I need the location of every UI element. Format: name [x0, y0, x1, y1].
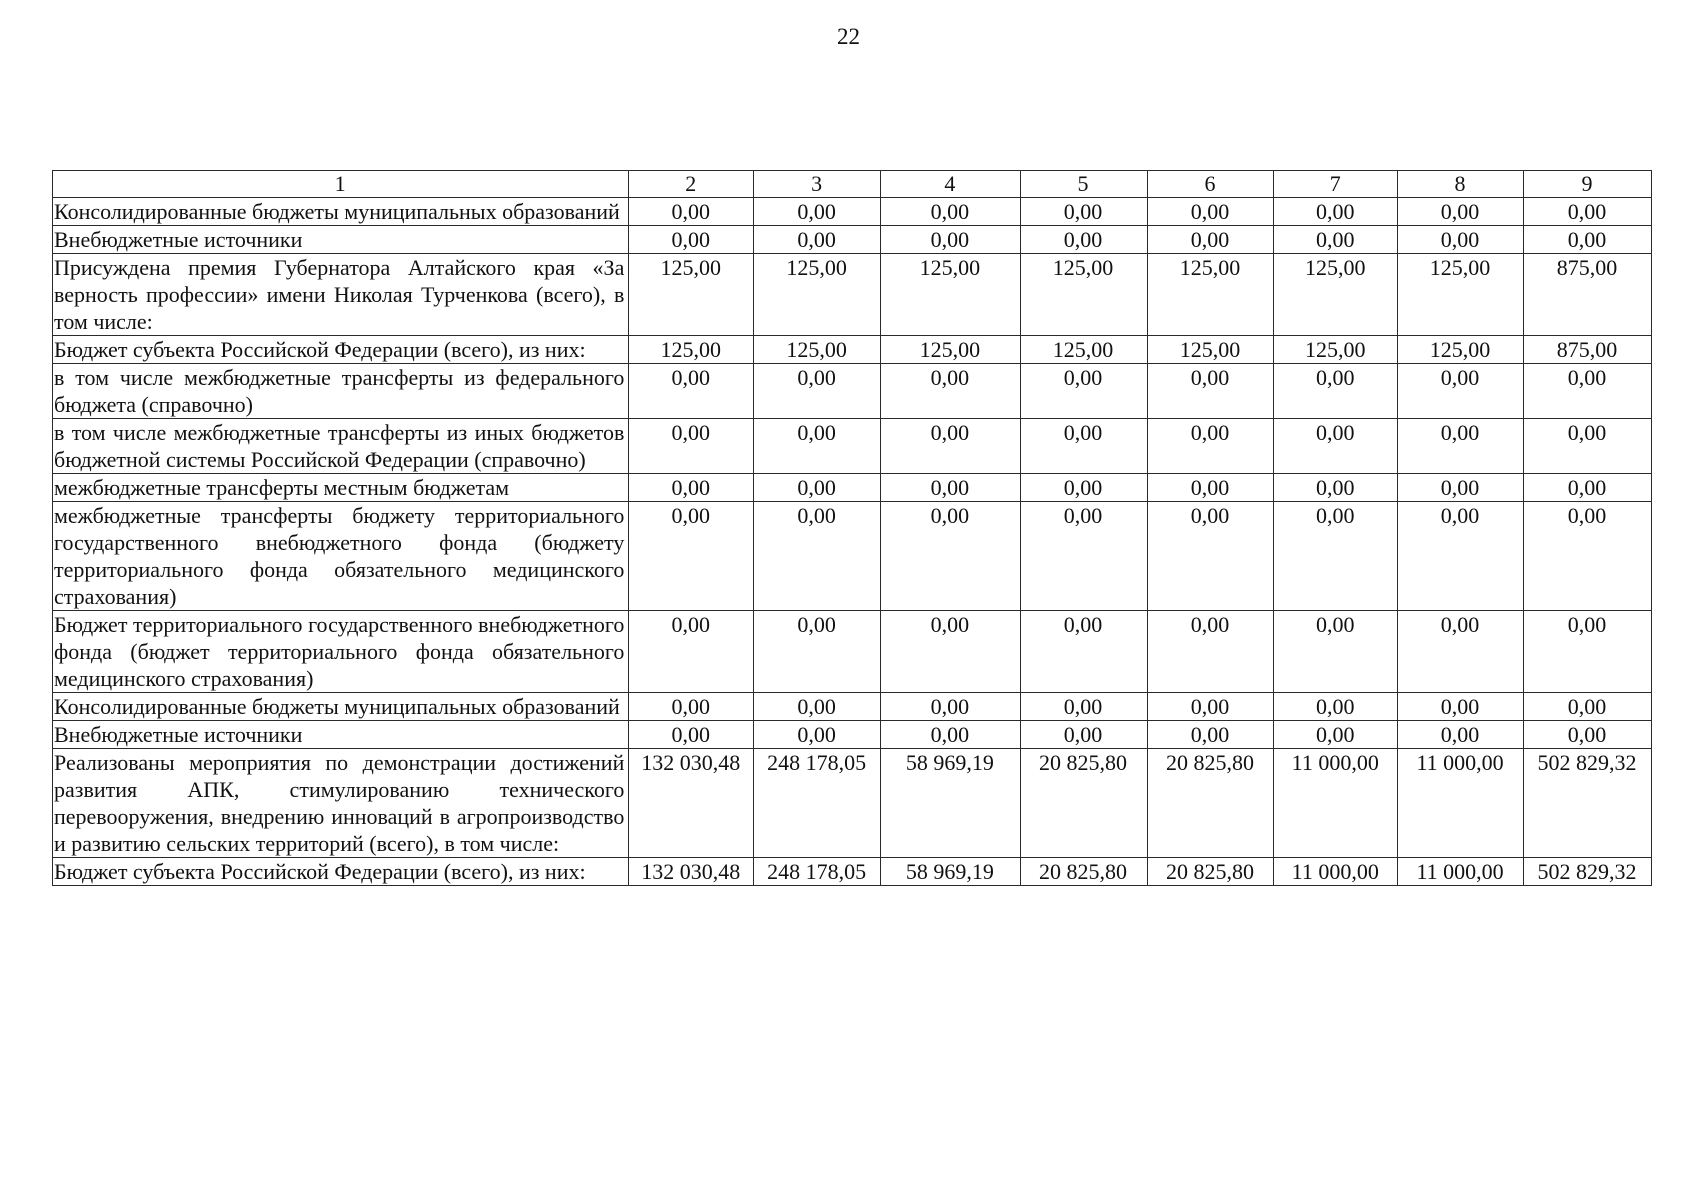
value-cell: 0,00: [1020, 693, 1147, 721]
header-row: [53, 171, 1652, 198]
value-cell: 125,00: [1398, 254, 1524, 336]
value-cell: 248 178,05: [754, 858, 881, 886]
value-cell: 125,00: [1020, 336, 1147, 364]
value-cell: 125,00: [754, 336, 881, 364]
value-cell: 0,00: [881, 198, 1021, 226]
value-cell: 0,00: [1020, 502, 1147, 611]
value-cell: 125,00: [1274, 336, 1398, 364]
value-cell: 0,00: [1398, 693, 1524, 721]
value-cell: 0,00: [629, 502, 754, 611]
value-cell: 0,00: [629, 226, 754, 254]
column-header: 2: [629, 171, 754, 198]
value-cell: 20 825,80: [1020, 858, 1147, 886]
value-cell: 0,00: [1523, 198, 1651, 226]
column-header: 4: [881, 171, 1021, 198]
value-cell: 125,00: [881, 254, 1021, 336]
value-cell: 0,00: [881, 611, 1021, 693]
value-cell: 58 969,19: [881, 858, 1021, 886]
value-cell: 20 825,80: [1147, 749, 1274, 858]
value-cell: 0,00: [629, 693, 754, 721]
value-cell: 0,00: [1147, 502, 1274, 611]
value-cell: 0,00: [1020, 474, 1147, 502]
column-header: 3: [754, 171, 881, 198]
table-row: [53, 502, 1652, 611]
value-cell: 125,00: [629, 254, 754, 336]
column-header: 6: [1147, 171, 1274, 198]
row-label: в том числе межбюджетные трансферты из иных бюджетов бюджетной системы Российской Федерации (справочно): [53, 419, 629, 474]
value-cell: 0,00: [754, 226, 881, 254]
value-cell: 0,00: [1147, 721, 1274, 749]
row-label: Бюджет территориального государственного внебюджетного фонда (бюджет территориального фонда обязательного медицинского страхования): [53, 611, 629, 693]
value-cell: 0,00: [1398, 721, 1524, 749]
value-cell: 125,00: [754, 254, 881, 336]
row-label: межбюджетные трансферты местным бюджетам: [53, 474, 629, 502]
value-cell: 0,00: [1523, 419, 1651, 474]
value-cell: 125,00: [1020, 254, 1147, 336]
value-cell: 0,00: [1398, 198, 1524, 226]
value-cell: 0,00: [1523, 364, 1651, 419]
value-cell: 0,00: [1398, 226, 1524, 254]
value-cell: 0,00: [881, 721, 1021, 749]
value-cell: 0,00: [1147, 364, 1274, 419]
value-cell: 0,00: [754, 419, 881, 474]
row-label: Бюджет субъекта Российской Федерации (всего), из них:: [53, 336, 629, 364]
value-cell: 0,00: [1523, 693, 1651, 721]
value-cell: 0,00: [754, 198, 881, 226]
value-cell: 0,00: [881, 693, 1021, 721]
value-cell: 0,00: [881, 226, 1021, 254]
value-cell: 0,00: [1274, 226, 1398, 254]
value-cell: 11 000,00: [1398, 749, 1524, 858]
table-row: [53, 693, 1652, 721]
value-cell: 132 030,48: [629, 858, 754, 886]
value-cell: 0,00: [629, 474, 754, 502]
value-cell: 125,00: [629, 336, 754, 364]
table-row: [53, 858, 1652, 886]
row-label: Внебюджетные источники: [53, 721, 629, 749]
value-cell: 58 969,19: [881, 749, 1021, 858]
column-header: 9: [1523, 171, 1651, 198]
value-cell: 0,00: [1020, 419, 1147, 474]
value-cell: 0,00: [629, 198, 754, 226]
value-cell: 875,00: [1523, 336, 1651, 364]
table-row: [53, 254, 1652, 336]
table-row: [53, 419, 1652, 474]
value-cell: 125,00: [1147, 336, 1274, 364]
table-row: [53, 198, 1652, 226]
value-cell: 502 829,32: [1523, 749, 1651, 858]
value-cell: 0,00: [1147, 611, 1274, 693]
row-label: Реализованы мероприятия по демонстрации достижений развития АПК, стимулированию технического перевооружения, внедрению инноваций в агропроизводство и развитию сельских территорий (всего), в том числе:: [53, 749, 629, 858]
value-cell: 248 178,05: [754, 749, 881, 858]
budget-table: [52, 170, 1652, 886]
value-cell: 11 000,00: [1274, 749, 1398, 858]
row-label: Консолидированные бюджеты муниципальных образований: [53, 198, 629, 226]
value-cell: 0,00: [1523, 226, 1651, 254]
value-cell: 125,00: [881, 336, 1021, 364]
value-cell: 0,00: [1274, 364, 1398, 419]
value-cell: 20 825,80: [1020, 749, 1147, 858]
table-row: [53, 749, 1652, 858]
column-header: 8: [1398, 171, 1524, 198]
value-cell: 0,00: [754, 721, 881, 749]
column-header: 1: [53, 171, 629, 198]
value-cell: 0,00: [1274, 693, 1398, 721]
value-cell: 0,00: [1147, 226, 1274, 254]
column-header: 7: [1274, 171, 1398, 198]
value-cell: 0,00: [1398, 611, 1524, 693]
value-cell: 0,00: [881, 502, 1021, 611]
value-cell: 0,00: [1020, 611, 1147, 693]
table-row: [53, 721, 1652, 749]
value-cell: 0,00: [1274, 198, 1398, 226]
value-cell: 0,00: [1523, 474, 1651, 502]
value-cell: 0,00: [1274, 502, 1398, 611]
value-cell: 0,00: [1020, 226, 1147, 254]
value-cell: 0,00: [1147, 198, 1274, 226]
row-label: в том числе межбюджетные трансферты из федерального бюджета (справочно): [53, 364, 629, 419]
value-cell: 0,00: [1523, 502, 1651, 611]
value-cell: 0,00: [1398, 502, 1524, 611]
value-cell: 0,00: [1274, 611, 1398, 693]
value-cell: 0,00: [1020, 721, 1147, 749]
value-cell: 0,00: [881, 474, 1021, 502]
value-cell: 125,00: [1398, 336, 1524, 364]
value-cell: 0,00: [629, 611, 754, 693]
value-cell: 0,00: [881, 419, 1021, 474]
row-label: Консолидированные бюджеты муниципальных образований: [53, 693, 629, 721]
value-cell: 0,00: [1147, 474, 1274, 502]
value-cell: 0,00: [754, 364, 881, 419]
value-cell: 0,00: [754, 502, 881, 611]
row-label: Внебюджетные источники: [53, 226, 629, 254]
value-cell: 0,00: [629, 721, 754, 749]
value-cell: 0,00: [754, 611, 881, 693]
value-cell: 0,00: [1147, 419, 1274, 474]
row-label: Присуждена премия Губернатора Алтайского края «За верность профессии» имени Николая Турченкова (всего), в том числе:: [53, 254, 629, 336]
value-cell: 875,00: [1523, 254, 1651, 336]
row-label: Бюджет субъекта Российской Федерации (всего), из них:: [53, 858, 629, 886]
value-cell: 0,00: [1398, 419, 1524, 474]
value-cell: 0,00: [1274, 419, 1398, 474]
value-cell: 0,00: [1398, 474, 1524, 502]
table-row: [53, 336, 1652, 364]
value-cell: 125,00: [1274, 254, 1398, 336]
value-cell: 0,00: [1274, 721, 1398, 749]
value-cell: 20 825,80: [1147, 858, 1274, 886]
value-cell: 502 829,32: [1523, 858, 1651, 886]
value-cell: 11 000,00: [1398, 858, 1524, 886]
value-cell: 11 000,00: [1274, 858, 1398, 886]
value-cell: 0,00: [754, 693, 881, 721]
row-label: межбюджетные трансферты бюджету территориального государственного внебюджетного фонда (бюджету территориального фонда обязательного медицинского страхования): [53, 502, 629, 611]
value-cell: 125,00: [1147, 254, 1274, 336]
column-header: 5: [1020, 171, 1147, 198]
table-row: [53, 474, 1652, 502]
value-cell: 0,00: [629, 419, 754, 474]
value-cell: 132 030,48: [629, 749, 754, 858]
table-row: [53, 611, 1652, 693]
value-cell: 0,00: [1523, 611, 1651, 693]
value-cell: 0,00: [1147, 693, 1274, 721]
value-cell: 0,00: [1020, 364, 1147, 419]
table-row: [53, 364, 1652, 419]
value-cell: 0,00: [1274, 474, 1398, 502]
value-cell: 0,00: [629, 364, 754, 419]
value-cell: 0,00: [881, 364, 1021, 419]
table-row: [53, 226, 1652, 254]
value-cell: 0,00: [1398, 364, 1524, 419]
value-cell: 0,00: [1523, 721, 1651, 749]
value-cell: 0,00: [754, 474, 881, 502]
value-cell: 0,00: [1020, 198, 1147, 226]
page-number: 22: [837, 24, 860, 49]
